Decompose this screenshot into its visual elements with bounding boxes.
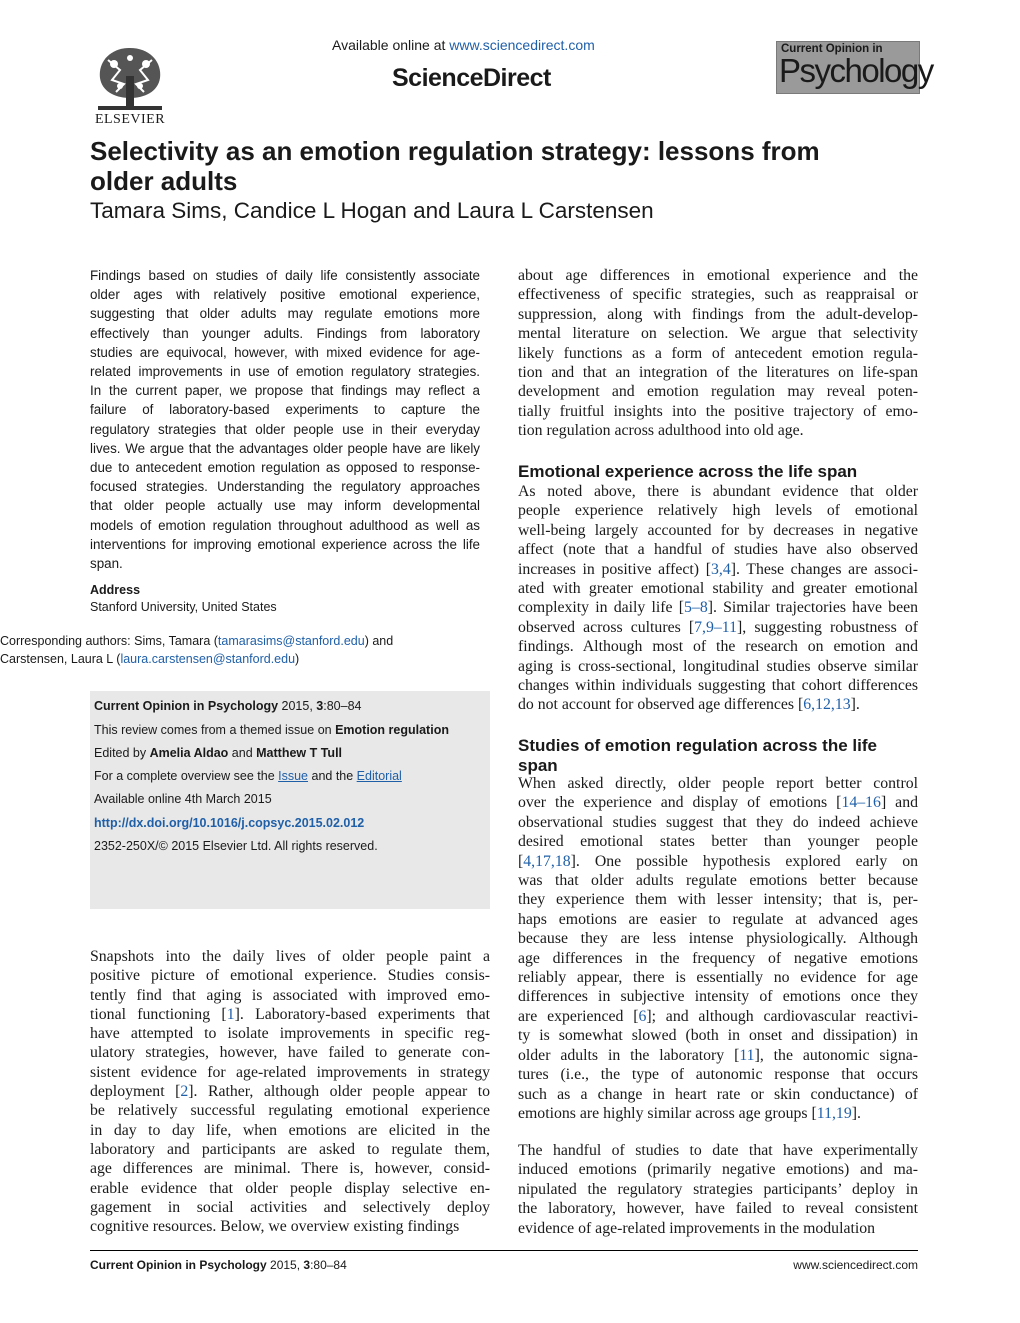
abstract-line: regulatory strategies that older people use in their everyday — [90, 421, 480, 437]
footer-citation — [90, 1258, 347, 1272]
body-left-line: age differences are minimal. There is, however, consid- — [90, 1160, 490, 1178]
section2-line: they experience them with lesser intensity; that is, per- — [518, 891, 918, 909]
info-theme-prefix: This review comes from a themed issue on — [94, 723, 336, 737]
corresponding-line-2 — [0, 650, 400, 668]
section2-line: When asked directly, older people report better control — [518, 775, 918, 792]
abstract-line: related improvements in use of emotion regulatory strategies. — [90, 364, 480, 380]
info-available: Available online 4th March 2015 — [94, 792, 272, 806]
citation-link[interactable]: 5–8 — [684, 599, 708, 617]
section1-line: observed across cultures [7,9–11], suggesting robustness of — [518, 618, 919, 636]
publisher-name: ELSEVIER — [94, 112, 166, 127]
section2-line: tures (i.e., the type of autonomic response that occurs — [518, 1066, 918, 1084]
footer-volume: 3 — [303, 1258, 311, 1272]
title-line-2: older adults — [90, 166, 238, 196]
info-editor-1: Amelia Aldao — [149, 746, 229, 760]
article-authors: Tamara Sims, Candice L Hogan and Laura L Carstensen — [90, 198, 654, 223]
para3-line: induced emotions (primarily negative emotions) and ma- — [518, 1161, 918, 1179]
body-left-line: deployment [2]. Rather, although older people appear to — [90, 1083, 491, 1101]
intro-line: tion and that an integration of the literatures on life-span — [518, 364, 918, 382]
info-overview-mid: and the — [308, 769, 357, 783]
citation-link[interactable]: 2 — [180, 1083, 189, 1101]
footer-site: www.sciencedirect.com — [793, 1258, 918, 1272]
intro-line: development and emotion regulation may reveal poten- — [518, 383, 918, 401]
section2-line: observational studies suggest that they do indeed achieve — [518, 813, 918, 831]
section2-line: haps emotions are easier to regulate at advanced ages — [518, 910, 918, 928]
section2-line: over the experience and display of emotions [14–16] and — [518, 794, 918, 812]
email-carstensen-link[interactable]: laura.carstensen@stanford.edu — [120, 652, 296, 666]
body-left-line: gagement in social activities and selectively deploy — [90, 1198, 490, 1216]
section-heading-line-2: span — [518, 756, 558, 775]
citation-link[interactable]: 11 — [739, 1046, 755, 1064]
intro-continued — [518, 266, 918, 441]
section2-line: age differences in the frequency of negative emotions — [518, 949, 918, 967]
section1-line: As noted above, there is abundant evidence that older — [518, 483, 918, 500]
abstract-line: that older people actually use may inform developmental — [90, 498, 480, 514]
section2-line: was that older adults regulate emotions better because — [518, 872, 918, 890]
section1-line: complexity in daily life [5–8]. Similar trajectories have been — [518, 599, 918, 617]
body-left-line: laboratory and participants are asked to regulate them, — [90, 1140, 490, 1158]
section-heading-line-1: Studies of emotion regulation across the life — [518, 736, 877, 755]
body-left-line: ulatory strategies, however, have failed to generate con- — [90, 1044, 490, 1062]
editorial-link[interactable]: Editorial — [356, 769, 402, 783]
info-copyright: 2352-250X/© 2015 Elsevier Ltd. All rights reserved. — [94, 839, 378, 853]
address-text: Stanford University, United States — [90, 600, 277, 614]
body-left-line: in day to day life, when emotions are elicited in the — [90, 1121, 490, 1139]
address-heading: Address — [90, 583, 141, 597]
info-year: 2015, — [278, 699, 317, 713]
citation-link[interactable]: 6 — [638, 1007, 647, 1025]
info-and: and — [228, 746, 257, 760]
intro-line: mental literature on selection. We argue that selectivity — [518, 325, 918, 343]
info-journal-line — [94, 699, 361, 713]
section1-line: do not account for observed age differences [6,12,13]. — [518, 696, 860, 714]
sciencedirect-link[interactable]: www.sciencedirect.com — [449, 37, 595, 53]
abstract-line: suggesting that older adults may regulate emotions more — [90, 306, 480, 322]
section1-line: changes within individuals suggesting that cohort differences — [518, 677, 918, 695]
citation-link[interactable]: 1 — [226, 1005, 235, 1023]
email-sims-link[interactable]: tamarasims@stanford.edu — [217, 634, 365, 648]
intro-line: tion regulation across adulthood into old age. — [518, 422, 804, 440]
info-doi-line — [94, 816, 364, 830]
section-emotion-regulation-text — [518, 774, 918, 1123]
body-left-line: be relatively successful regulating emotional experience — [90, 1102, 490, 1120]
abstract-line: focused strategies. Understanding the regulatory approaches — [90, 479, 480, 495]
paragraph-handful-of-studies — [518, 1141, 918, 1238]
abstract-line: In the current paper, we propose that findings may reflect a — [90, 383, 480, 399]
section1-line: affect (note that a handful of studies have also observed — [518, 541, 918, 559]
corresponding-prefix-2: Carstensen, Laura L ( — [0, 652, 121, 666]
body-left-line: tently find that aging is associated with improved emo- — [90, 986, 490, 1004]
section2-line: reliably appear, there is essentially no evidence for age — [518, 969, 918, 987]
issue-link[interactable]: Issue — [278, 769, 309, 783]
section1-line: people experience relatively high levels of emotional — [518, 502, 918, 520]
corresponding-mid: ) and — [364, 634, 394, 648]
section1-line: ated with greater emotional stability and greater emotional — [518, 580, 918, 598]
available-online — [332, 37, 595, 53]
para3-line: nipulated the regulatory strategies participants’ deploy in — [518, 1180, 918, 1198]
corresponding-prefix: Corresponding authors: Sims, Tamara ( — [0, 634, 218, 648]
citation-link[interactable]: 14–16 — [841, 794, 881, 812]
abstract-line: lives. We argue that the advantages older people have are likely — [90, 440, 480, 456]
info-editor-2: Matthew T Tull — [256, 746, 343, 760]
abstract-line: studies are equivocal, however, with mixed evidence for age- — [90, 344, 480, 360]
title-line-1: Selectivity as an emotion regulation strategy: lessons from — [90, 136, 820, 166]
journal-logo-box — [776, 41, 933, 94]
section1-line: well-being largely accounted for by decreases in negative — [518, 521, 918, 539]
info-overview-prefix: For a complete overview see the — [94, 769, 279, 783]
intro-line: tially fruitful insights into the positive trajectory of emo- — [518, 402, 918, 420]
section2-line: such as a change in heart rate or skin conductance) of — [518, 1085, 918, 1103]
section2-line: differences in subjective intensity of emotions once they — [518, 988, 918, 1006]
body-left-line: cognitive resources. Below, we overview existing findings — [90, 1218, 460, 1236]
abstract-line: failure of laboratory-based experiments to capture the — [90, 402, 480, 418]
info-overview-line — [94, 769, 402, 783]
intro-line: likely functions as a form of antecedent emotion regula- — [518, 344, 918, 362]
citation-link[interactable]: 6,12,13 — [803, 696, 851, 714]
section2-line: ty is somewhat slowed (both in onset and dissipation) in — [518, 1027, 918, 1045]
article-title — [90, 136, 910, 196]
abstract-line: models of emotion regulation throughout adulthood as well as — [90, 517, 480, 533]
abstract-line: due to antecedent emotion regulation as opposed to response- — [90, 460, 480, 476]
body-left-line: sistent evidence for age-related improvements in strategy — [90, 1063, 490, 1081]
section2-line: desired emotional states better than younger people — [518, 833, 918, 851]
journal-box-main: Psychology — [779, 52, 933, 89]
info-volume: 3 — [316, 699, 324, 713]
citation-link[interactable]: 7,9–11 — [694, 618, 737, 636]
doi-link[interactable]: http://dx.doi.org/10.1016/j.copsyc.2015.02.012 — [94, 816, 365, 830]
info-theme-line — [94, 723, 449, 737]
abstract-line: interventions for improving emotional experience across the life — [90, 536, 480, 552]
info-edited-prefix: Edited by — [94, 746, 150, 760]
section1-line: aging is cross-sectional, longitudinal studies observe similar — [518, 657, 918, 675]
body-left-line: positive picture of emotional experience. Studies consis- — [90, 967, 490, 985]
intro-line: suppression, along with findings from the adult-develop- — [518, 305, 918, 323]
section-emotional-experience-text — [518, 482, 918, 715]
body-left-line: have attempted to isolate improvements in specific reg- — [90, 1025, 490, 1043]
body-left-line: Snapshots into the daily lives of older people paint a — [90, 948, 490, 965]
footer-journal: Current Opinion in Psychology — [90, 1258, 267, 1272]
section-heading-emotional-experience: Emotional experience across the life span — [518, 462, 858, 481]
body-left-line: tional functioning [1]. Laboratory-based experiments that — [90, 1005, 491, 1023]
journal-box-top: Current Opinion in — [781, 43, 883, 55]
info-pages: :80–84 — [323, 699, 362, 713]
body-left-line: erable evidence that older people display selective en- — [90, 1179, 490, 1197]
available-prefix: Available online at — [332, 37, 450, 53]
footer-pages: :80–84 — [310, 1258, 347, 1272]
info-editors-line — [94, 746, 342, 760]
abstract-line: Findings based on studies of daily life consistently associate — [90, 268, 480, 283]
para3-line: the laboratory, however, have failed to reveal consistent — [518, 1200, 918, 1218]
section2-line: emotions are highly similar across age groups [11,19]. — [518, 1104, 861, 1122]
brand-title: ScienceDirect — [392, 64, 551, 92]
citation-link[interactable]: 11,19 — [816, 1104, 852, 1122]
section2-line: [4,17,18]. One possible hypothesis explored early on — [518, 852, 918, 870]
info-theme: Emotion regulation — [335, 723, 449, 737]
corresponding-suffix: ) — [295, 652, 300, 666]
corresponding-authors — [0, 632, 400, 668]
elsevier-tree-icon — [90, 40, 170, 112]
section1-line: increases in positive affect) [3,4]. These changes are associ- — [518, 560, 918, 578]
abstract-line: span. — [90, 556, 123, 572]
section1-line: findings. Although most of the research on emotion and — [518, 638, 918, 656]
para3-line: evidence of age-related improvements in the modulation — [518, 1219, 876, 1237]
article-info-box — [90, 691, 490, 909]
section2-line: older adults in the laboratory [11], the autonomic signa- — [518, 1046, 918, 1064]
citation-link[interactable]: 3,4 — [710, 560, 731, 578]
abstract-line: older ages with relatively positive emotional experience, — [90, 287, 480, 303]
section2-line: are experienced [6]; and although cardiovascular reactivi- — [518, 1007, 919, 1025]
abstract-line: effectively than younger adults. Findings from laboratory — [90, 325, 480, 341]
footer-year: 2015, — [266, 1258, 304, 1272]
abstract — [90, 266, 480, 573]
citation-link[interactable]: 4,17,18 — [523, 852, 571, 870]
footer-divider — [90, 1250, 918, 1251]
corresponding-line-1 — [0, 632, 400, 650]
intro-line: effectiveness of specific strategies, such as reappraisal or — [518, 286, 918, 304]
section-heading-emotion-regulation — [518, 736, 918, 776]
body-left-paragraph — [90, 947, 490, 1236]
intro-line: about age differences in emotional experience and the — [518, 267, 918, 284]
para3-line: The handful of studies to date that have experimentally — [518, 1142, 918, 1159]
info-journal: Current Opinion in Psychology — [94, 699, 279, 713]
section2-line: because they are less intense physiologically. Although — [518, 930, 918, 948]
